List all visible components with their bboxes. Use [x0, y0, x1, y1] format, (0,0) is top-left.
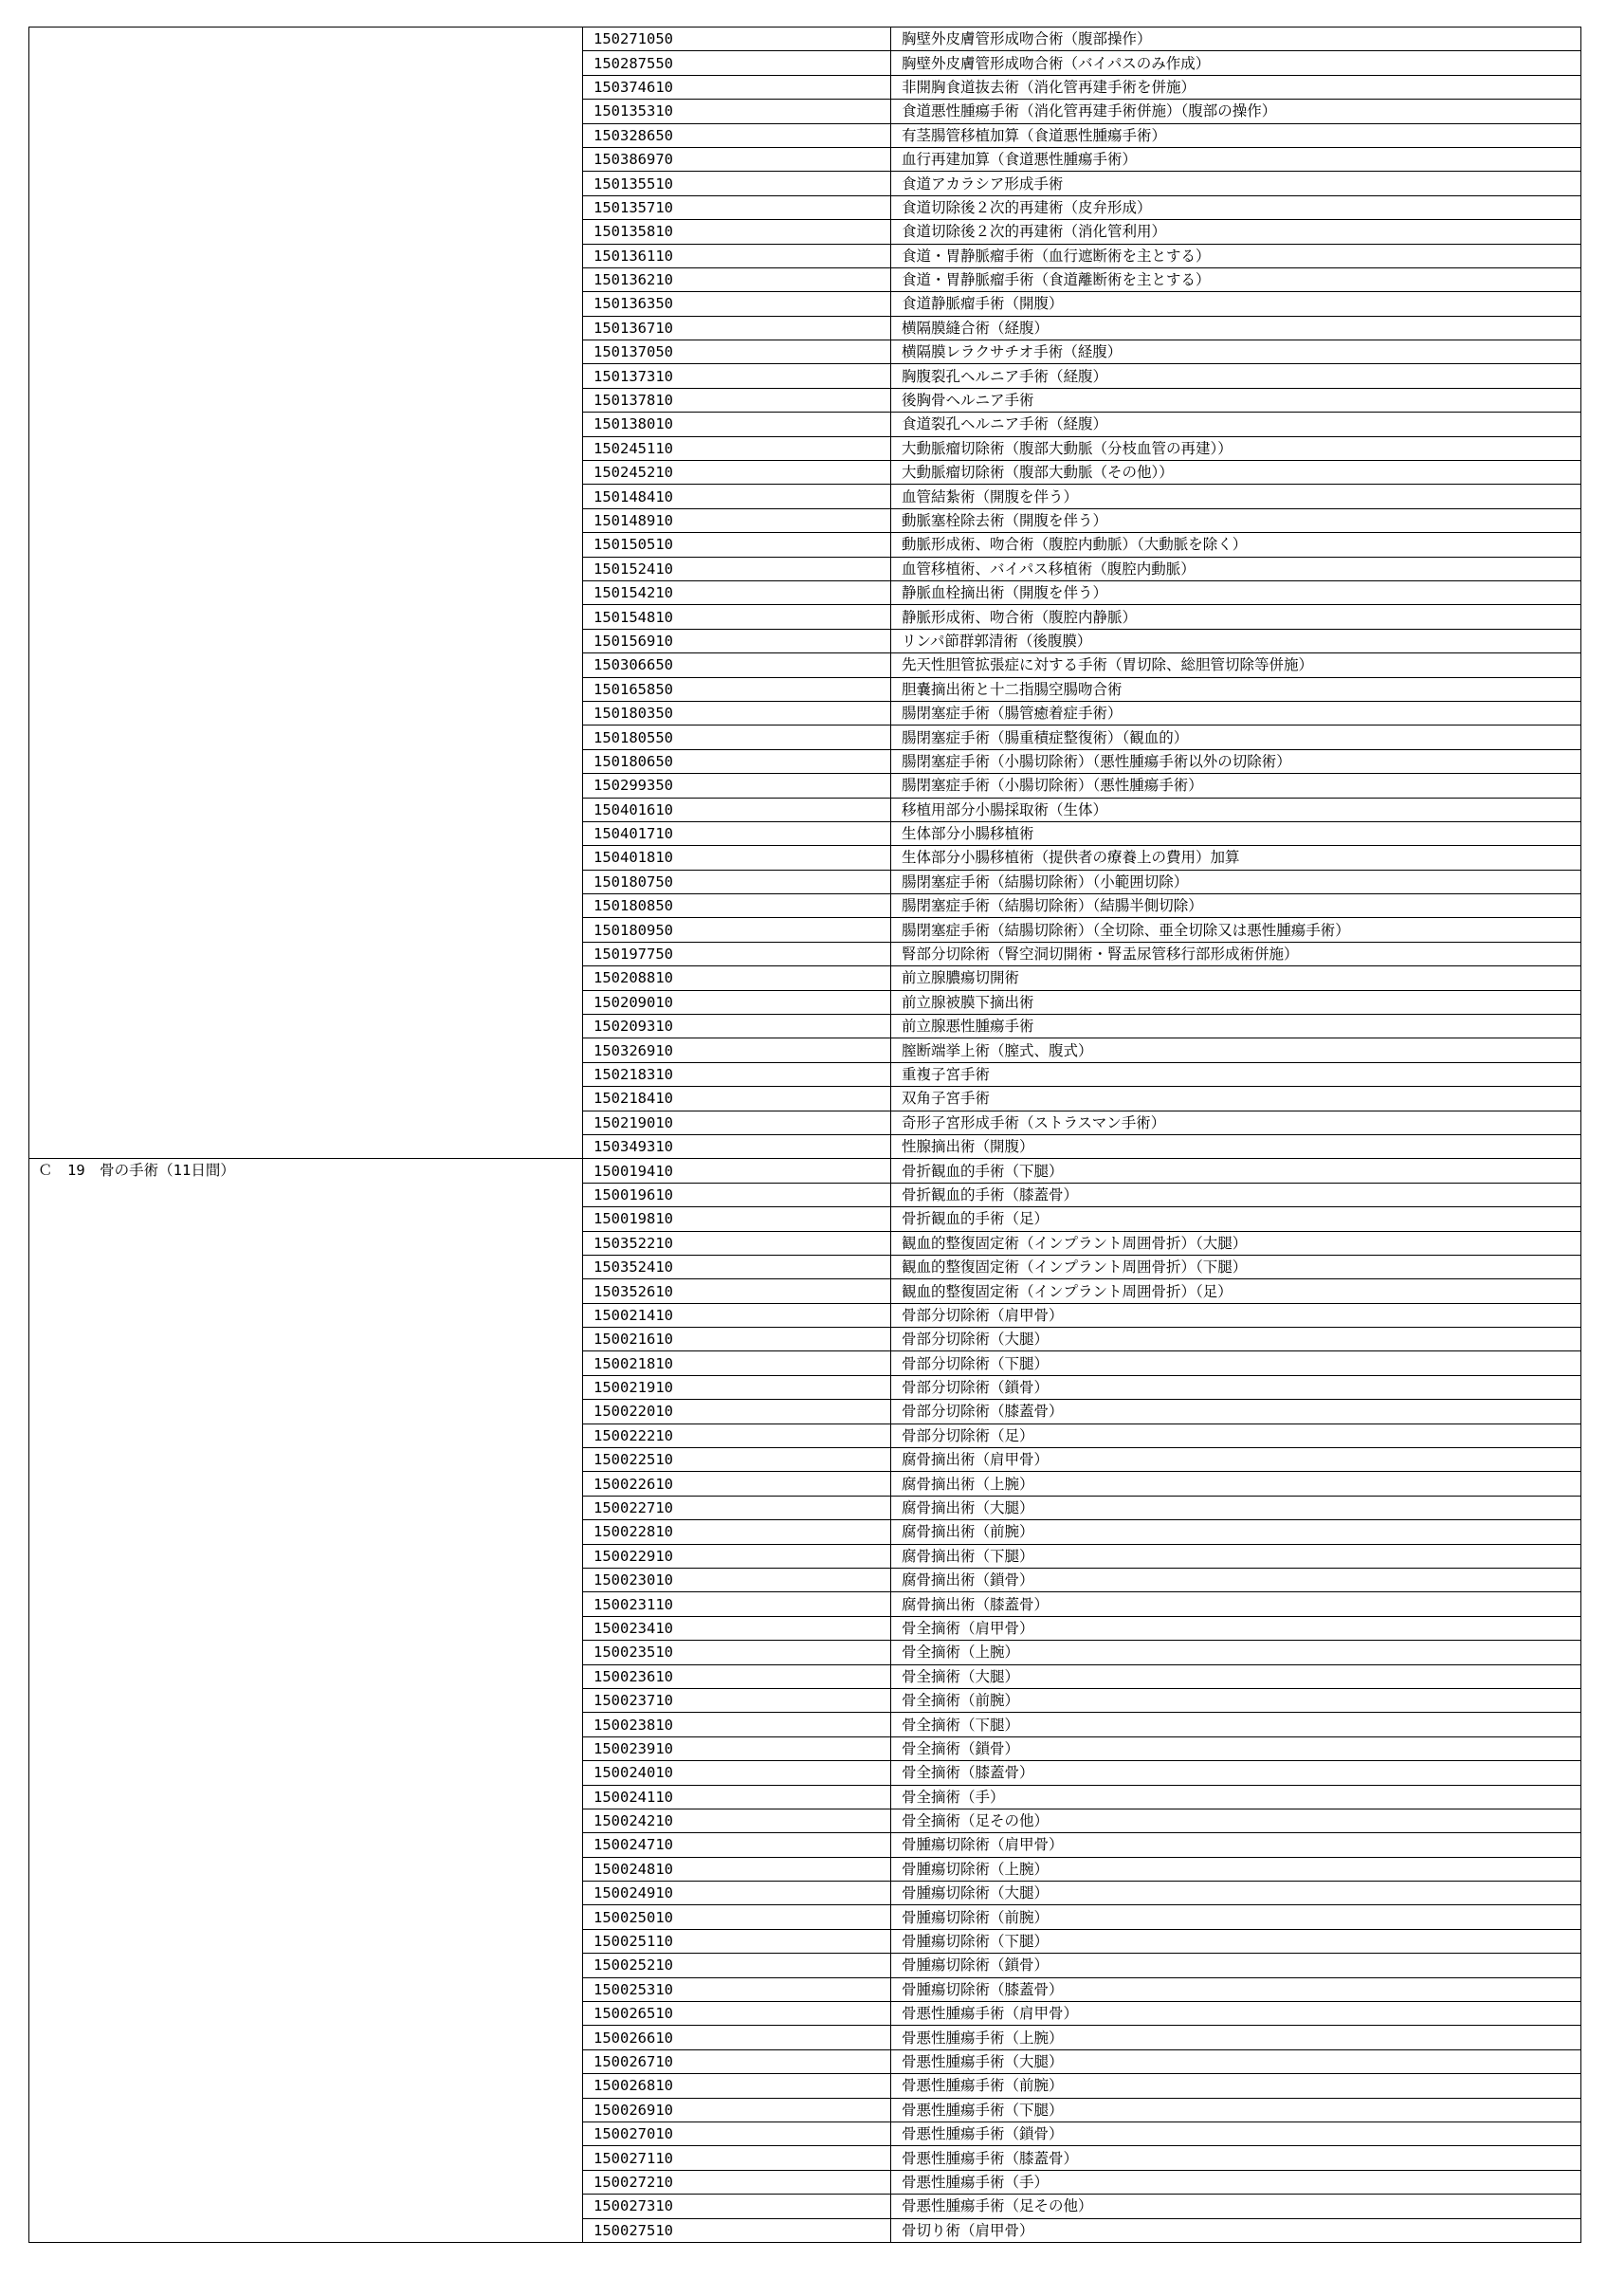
procedure-code-cell: 150148410	[583, 485, 891, 508]
procedure-name-cell: 骨全摘術（下腿）	[891, 1713, 1581, 1736]
procedure-code-cell: 150209310	[583, 1015, 891, 1038]
procedure-name-cell: 骨部分切除術（大腿）	[891, 1328, 1581, 1351]
procedure-code-cell: 150027010	[583, 2122, 891, 2145]
procedure-name-cell: 腸閉塞症手術（小腸切除術）（悪性腫瘍手術以外の切除術）	[891, 749, 1581, 773]
procedure-name-cell: 横隔膜レラクサチオ手術（経腹）	[891, 340, 1581, 364]
procedure-code-cell: 150022810	[583, 1520, 891, 1544]
procedure-table-body	[29, 28, 1581, 2243]
procedure-code-cell: 150027310	[583, 2195, 891, 2218]
procedure-name-cell: 腐骨摘出術（鎖骨）	[891, 1569, 1581, 1592]
procedure-name-cell: 胸腹裂孔ヘルニア手術（経腹）	[891, 364, 1581, 388]
procedure-name-cell: 双角子宮手術	[891, 1087, 1581, 1111]
procedure-name-cell: 腸閉塞症手術（結腸切除術）（結腸半側切除）	[891, 894, 1581, 918]
procedure-name-cell: 骨全摘術（膝蓋骨）	[891, 1761, 1581, 1785]
procedure-name-cell: 腸閉塞症手術（小腸切除術）（悪性腫瘍手術）	[891, 774, 1581, 798]
procedure-code-cell: 150245210	[583, 461, 891, 485]
procedure-name-cell: 骨悪性腫瘍手術（大腿）	[891, 2049, 1581, 2073]
procedure-code-cell: 150022710	[583, 1496, 891, 1519]
procedure-code-cell: 150401610	[583, 798, 891, 821]
procedure-name-cell: 腐骨摘出術（下腿）	[891, 1544, 1581, 1568]
procedure-code-cell: 150021910	[583, 1375, 891, 1399]
procedure-code-cell: 150135710	[583, 195, 891, 219]
procedure-name-cell: 骨部分切除術（肩甲骨）	[891, 1303, 1581, 1327]
procedure-code-cell: 150219010	[583, 1111, 891, 1134]
procedure-code-cell: 150349310	[583, 1134, 891, 1158]
procedure-name-cell: 骨腫瘍切除術（下腿）	[891, 1929, 1581, 1953]
procedure-code-cell: 150026810	[583, 2074, 891, 2098]
procedure-code-cell: 150352410	[583, 1255, 891, 1278]
procedure-code-cell: 150135810	[583, 220, 891, 244]
procedure-name-cell: 有茎腸管移植加算（食道悪性腫瘍手術）	[891, 123, 1581, 147]
procedure-name-cell: 奇形子宮形成手術（ストラスマン手術）	[891, 1111, 1581, 1134]
procedure-name-cell: 骨折観血的手術（膝蓋骨）	[891, 1183, 1581, 1206]
procedure-code-cell: 150137050	[583, 340, 891, 364]
procedure-name-cell: 前立腺悪性腫瘍手術	[891, 1015, 1581, 1038]
procedure-name-cell: 大動脈瘤切除術（腹部大動脈（分枝血管の再建））	[891, 436, 1581, 460]
procedure-code-cell: 150374610	[583, 75, 891, 99]
procedure-code-cell: 150023910	[583, 1736, 891, 1760]
procedure-code-cell: 150027510	[583, 2218, 891, 2242]
procedure-name-cell: 観血的整復固定術（インプラント周囲骨折）（下腿）	[891, 1255, 1581, 1278]
procedure-code-cell: 150023810	[583, 1713, 891, 1736]
procedure-name-cell: 血行再建加算（食道悪性腫瘍手術）	[891, 147, 1581, 171]
procedure-code-cell: 150025010	[583, 1905, 891, 1929]
procedure-code-cell: 150154210	[583, 580, 891, 604]
procedure-code-cell: 150208810	[583, 966, 891, 990]
procedure-code-cell: 150022910	[583, 1544, 891, 1568]
table-row	[29, 28, 1581, 51]
procedure-name-cell: 前立腺膿瘍切開術	[891, 966, 1581, 990]
procedure-code-cell: 150023610	[583, 1664, 891, 1688]
procedure-name-cell: 食道切除後２次的再建術（消化管利用）	[891, 220, 1581, 244]
procedure-code-cell: 150136210	[583, 267, 891, 291]
procedure-name-cell: 骨悪性腫瘍手術（前腕）	[891, 2074, 1581, 2098]
procedure-name-cell: 骨悪性腫瘍手術（鎖骨）	[891, 2122, 1581, 2145]
procedure-code-cell: 150021410	[583, 1303, 891, 1327]
procedure-code-cell: 150023510	[583, 1641, 891, 1664]
procedure-name-cell: 食道・胃静脈瘤手術（血行遮断術を主とする）	[891, 244, 1581, 267]
procedure-code-cell: 150299350	[583, 774, 891, 798]
procedure-name-cell: 胆嚢摘出術と十二指腸空腸吻合術	[891, 677, 1581, 701]
procedure-code-cell: 150218310	[583, 1062, 891, 1086]
procedure-name-cell: 膣断端挙上術（膣式、腹式）	[891, 1038, 1581, 1062]
procedure-code-cell: 150137810	[583, 388, 891, 412]
procedure-name-cell: 前立腺被膜下摘出術	[891, 990, 1581, 1014]
procedure-code-cell: 150026910	[583, 2098, 891, 2122]
procedure-code-cell: 150024110	[583, 1785, 891, 1809]
procedure-name-cell: 骨全摘術（上腕）	[891, 1641, 1581, 1664]
procedure-code-cell: 150027210	[583, 2170, 891, 2194]
procedure-name-cell: 食道裂孔ヘルニア手術（経腹）	[891, 413, 1581, 436]
procedure-code-cell: 150352610	[583, 1279, 891, 1303]
procedure-name-cell: 血管移植術、バイパス移植術（腹腔内動脈）	[891, 557, 1581, 580]
procedure-name-cell: 非開胸食道抜去術（消化管再建手術を併施）	[891, 75, 1581, 99]
procedure-name-cell: 骨全摘術（大腿）	[891, 1664, 1581, 1688]
procedure-code-cell: 150023410	[583, 1616, 891, 1640]
procedure-name-cell: 骨腫瘍切除術（肩甲骨）	[891, 1833, 1581, 1857]
procedure-code-sheet	[28, 27, 1580, 2243]
procedure-name-cell: 生体部分小腸移植術	[891, 821, 1581, 845]
procedure-name-cell: 骨部分切除術（膝蓋骨）	[891, 1400, 1581, 1424]
procedure-code-cell: 150136710	[583, 316, 891, 340]
procedure-name-cell: 骨悪性腫瘍手術（上腕）	[891, 2026, 1581, 2049]
procedure-name-cell: 観血的整復固定術（インプラント周囲骨折）（大腿）	[891, 1231, 1581, 1255]
procedure-code-cell: 150022510	[583, 1448, 891, 1472]
procedure-name-cell: 食道静脈瘤手術（開腹）	[891, 292, 1581, 316]
procedure-code-cell: 150401810	[583, 846, 891, 870]
procedure-code-cell: 150138010	[583, 413, 891, 436]
procedure-name-cell: 骨腫瘍切除術（鎖骨）	[891, 1954, 1581, 1977]
procedure-name-cell: 腐骨摘出術（膝蓋骨）	[891, 1592, 1581, 1616]
category-cell: Ｃ 19 骨の手術（11日間）	[29, 1159, 583, 2243]
procedure-code-cell: 150023110	[583, 1592, 891, 1616]
procedure-name-cell: 重複子宮手術	[891, 1062, 1581, 1086]
procedure-code-cell: 150027110	[583, 2146, 891, 2170]
procedure-code-cell: 150026710	[583, 2049, 891, 2073]
procedure-name-cell: 静脈血栓摘出術（開腹を伴う）	[891, 580, 1581, 604]
procedure-code-cell: 150024910	[583, 1882, 891, 1905]
procedure-name-cell: 骨悪性腫瘍手術（手）	[891, 2170, 1581, 2194]
procedure-code-cell: 150022610	[583, 1472, 891, 1496]
procedure-code-cell: 150022010	[583, 1400, 891, 1424]
procedure-name-cell: 腐骨摘出術（前腕）	[891, 1520, 1581, 1544]
procedure-name-cell: 骨悪性腫瘍手術（足その他）	[891, 2195, 1581, 2218]
procedure-code-cell: 150352210	[583, 1231, 891, 1255]
procedure-code-cell: 150137310	[583, 364, 891, 388]
procedure-code-cell: 150023710	[583, 1688, 891, 1712]
procedure-code-table	[28, 27, 1581, 2243]
procedure-code-cell: 150180950	[583, 918, 891, 942]
procedure-code-cell: 150401710	[583, 821, 891, 845]
procedure-name-cell: 腸閉塞症手術（結腸切除術）（全切除、亜全切除又は悪性腫瘍手術）	[891, 918, 1581, 942]
procedure-name-cell: 骨悪性腫瘍手術（肩甲骨）	[891, 2002, 1581, 2026]
procedure-name-cell: 先天性胆管拡張症に対する手術（胃切除、総胆管切除等併施）	[891, 653, 1581, 677]
procedure-name-cell: 静脈形成術、吻合術（腹腔内静脈）	[891, 605, 1581, 629]
procedure-code-cell: 150150510	[583, 533, 891, 557]
procedure-code-cell: 150197750	[583, 942, 891, 965]
procedure-name-cell: 骨部分切除術（下腿）	[891, 1351, 1581, 1375]
procedure-code-cell: 150180350	[583, 701, 891, 725]
procedure-code-cell: 150024210	[583, 1809, 891, 1832]
procedure-code-cell: 150326910	[583, 1038, 891, 1062]
procedure-name-cell: リンパ節群郭清術（後腹膜）	[891, 629, 1581, 652]
procedure-name-cell: 骨部分切除術（足）	[891, 1424, 1581, 1447]
procedure-code-cell: 150025110	[583, 1929, 891, 1953]
procedure-name-cell: 腸閉塞症手術（腸管癒着症手術）	[891, 701, 1581, 725]
procedure-name-cell: 骨部分切除術（鎖骨）	[891, 1375, 1581, 1399]
procedure-code-cell: 150023010	[583, 1569, 891, 1592]
procedure-code-cell: 150019610	[583, 1183, 891, 1206]
procedure-name-cell: 動脈形成術、吻合術（腹腔内動脈）（大動脈を除く）	[891, 533, 1581, 557]
procedure-name-cell: 食道・胃静脈瘤手術（食道離断術を主とする）	[891, 267, 1581, 291]
procedure-name-cell: 骨腫瘍切除術（大腿）	[891, 1882, 1581, 1905]
procedure-code-cell: 150154810	[583, 605, 891, 629]
procedure-name-cell: 後胸骨ヘルニア手術	[891, 388, 1581, 412]
procedure-code-cell: 150180750	[583, 870, 891, 893]
procedure-code-cell: 150180550	[583, 726, 891, 749]
procedure-name-cell: 骨悪性腫瘍手術（下腿）	[891, 2098, 1581, 2122]
procedure-name-cell: 動脈塞栓除去術（開腹を伴う）	[891, 508, 1581, 532]
procedure-name-cell: 移植用部分小腸採取術（生体）	[891, 798, 1581, 821]
procedure-code-cell: 150152410	[583, 557, 891, 580]
procedure-code-cell: 150245110	[583, 436, 891, 460]
procedure-name-cell: 観血的整復固定術（インプラント周囲骨折）（足）	[891, 1279, 1581, 1303]
procedure-name-cell: 腐骨摘出術（大腿）	[891, 1496, 1581, 1519]
procedure-code-cell: 150328650	[583, 123, 891, 147]
procedure-name-cell: 骨折観血的手術（足）	[891, 1207, 1581, 1231]
procedure-code-cell: 150022210	[583, 1424, 891, 1447]
procedure-code-cell: 150209010	[583, 990, 891, 1014]
procedure-code-cell: 150024710	[583, 1833, 891, 1857]
procedure-name-cell: 骨切り術（肩甲骨）	[891, 2218, 1581, 2242]
procedure-code-cell: 150136110	[583, 244, 891, 267]
procedure-code-cell: 150026510	[583, 2002, 891, 2026]
procedure-name-cell: 骨腫瘍切除術（前腕）	[891, 1905, 1581, 1929]
procedure-name-cell: 大動脈瘤切除術（腹部大動脈（その他））	[891, 461, 1581, 485]
procedure-name-cell: 骨腫瘍切除術（膝蓋骨）	[891, 1977, 1581, 2001]
procedure-name-cell: 腐骨摘出術（上腕）	[891, 1472, 1581, 1496]
procedure-code-cell: 150306650	[583, 653, 891, 677]
procedure-code-cell: 150025310	[583, 1977, 891, 2001]
category-cell	[29, 28, 583, 1159]
procedure-code-cell: 150218410	[583, 1087, 891, 1111]
procedure-name-cell: 腐骨摘出術（肩甲骨）	[891, 1448, 1581, 1472]
procedure-code-cell: 150025210	[583, 1954, 891, 1977]
procedure-name-cell: 胸壁外皮膚管形成吻合術（バイパスのみ作成）	[891, 51, 1581, 75]
procedure-name-cell: 骨悪性腫瘍手術（膝蓋骨）	[891, 2146, 1581, 2170]
procedure-code-cell: 150021810	[583, 1351, 891, 1375]
procedure-name-cell: 食道アカラシア形成手術	[891, 172, 1581, 195]
procedure-code-cell: 150135510	[583, 172, 891, 195]
procedure-name-cell: 骨全摘術（前腕）	[891, 1688, 1581, 1712]
procedure-name-cell: 生体部分小腸移植術（提供者の療養上の費用）加算	[891, 846, 1581, 870]
procedure-name-cell: 腸閉塞症手術（腸重積症整復術）（観血的）	[891, 726, 1581, 749]
procedure-code-cell: 150024010	[583, 1761, 891, 1785]
procedure-code-cell: 150024810	[583, 1857, 891, 1881]
procedure-code-cell: 150180650	[583, 749, 891, 773]
procedure-code-cell: 150180850	[583, 894, 891, 918]
procedure-code-cell: 150019810	[583, 1207, 891, 1231]
procedure-name-cell: 骨全摘術（肩甲骨）	[891, 1616, 1581, 1640]
procedure-name-cell: 血管結紮術（開腹を伴う）	[891, 485, 1581, 508]
procedure-code-cell: 150165850	[583, 677, 891, 701]
procedure-code-cell: 150135310	[583, 100, 891, 123]
procedure-code-cell: 150148910	[583, 508, 891, 532]
procedure-name-cell: 食道切除後２次的再建術（皮弁形成）	[891, 195, 1581, 219]
procedure-code-cell: 150271050	[583, 28, 891, 51]
procedure-code-cell: 150021610	[583, 1328, 891, 1351]
procedure-code-cell: 150026610	[583, 2026, 891, 2049]
procedure-name-cell: 食道悪性腫瘍手術（消化管再建手術併施）（腹部の操作）	[891, 100, 1581, 123]
procedure-name-cell: 性腺摘出術（開腹）	[891, 1134, 1581, 1158]
procedure-name-cell: 骨腫瘍切除術（上腕）	[891, 1857, 1581, 1881]
procedure-code-cell: 150019410	[583, 1159, 891, 1183]
procedure-name-cell: 骨全摘術（鎖骨）	[891, 1736, 1581, 1760]
procedure-name-cell: 骨全摘術（手）	[891, 1785, 1581, 1809]
procedure-name-cell: 横隔膜縫合術（経腹）	[891, 316, 1581, 340]
table-row	[29, 1159, 1581, 1183]
procedure-code-cell: 150136350	[583, 292, 891, 316]
procedure-code-cell: 150287550	[583, 51, 891, 75]
procedure-code-cell: 150386970	[583, 147, 891, 171]
procedure-name-cell: 骨全摘術（足その他）	[891, 1809, 1581, 1832]
procedure-code-cell: 150156910	[583, 629, 891, 652]
procedure-name-cell: 腸閉塞症手術（結腸切除術）（小範囲切除）	[891, 870, 1581, 893]
procedure-name-cell: 腎部分切除術（腎空洞切開術・腎盂尿管移行部形成術併施）	[891, 942, 1581, 965]
procedure-name-cell: 骨折観血的手術（下腿）	[891, 1159, 1581, 1183]
procedure-name-cell: 胸壁外皮膚管形成吻合術（腹部操作）	[891, 28, 1581, 51]
